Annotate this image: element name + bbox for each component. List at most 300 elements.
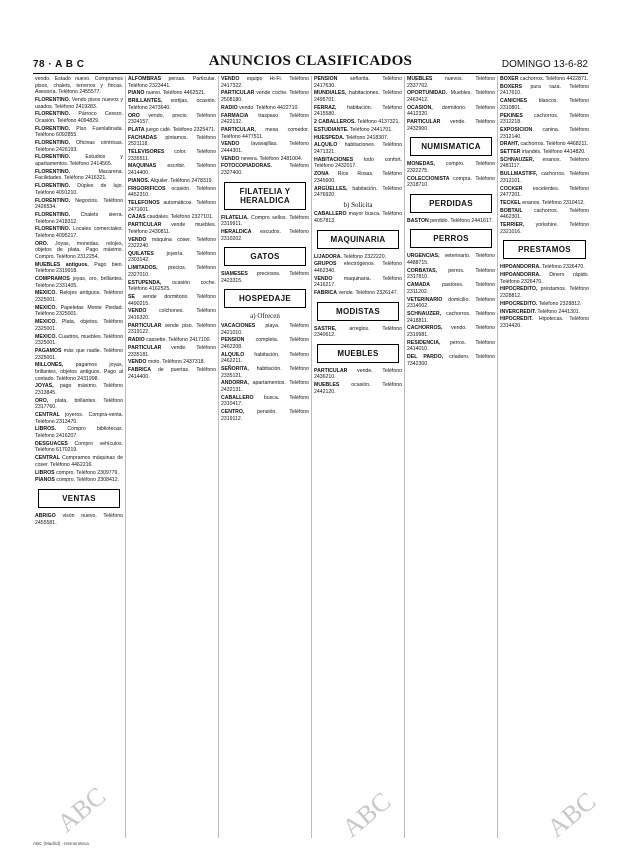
ad-text: veterinario. Teléfono 4488715. [407, 253, 495, 267]
ad-keyword: BOBTAIL [500, 207, 523, 214]
ad-text: playa. Teléfono 2421010. [221, 322, 309, 336]
ad-text: ocasión. Teléfono 2442120. [314, 382, 402, 395]
ad-text: cachorros. Teléfono 2418811. [407, 310, 495, 324]
ad-keyword: CORBATAS, [407, 267, 438, 274]
ad-text: compro. Teléfono 2322275. [407, 161, 495, 174]
section-title: ANUNCIOS CLASIFICADOS [208, 53, 413, 69]
ad-keyword: FLORENTINO. [35, 96, 71, 103]
ad-text: blancos. Teléfono 2310801. [500, 98, 589, 111]
ad-text: Dúplex de lujo. Teléfono 4091210. [35, 183, 123, 196]
classified-ad [407, 218, 495, 225]
ad-text: habitación. Teléfono 2335121. [221, 366, 309, 379]
classified-ad [221, 76, 309, 89]
classified-ad [35, 154, 123, 167]
ad-text: mesa comedor. Teléfono 4477511. [221, 126, 309, 140]
classified-ad [35, 477, 123, 484]
ad-text: precios. Teléfono 2327010. [128, 265, 216, 278]
ad-text: vende dormitorio. Teléfono 4490215. [128, 294, 216, 307]
classified-ad [500, 141, 589, 148]
classified-ad [35, 198, 123, 211]
ad-text: vende. Teléfono 2326147. [338, 290, 399, 297]
ad-keyword: VETERINARIO [407, 296, 443, 303]
ad-text: Dinero rápido. Teléfono 2326470. [500, 272, 589, 285]
ad-text: apartamentos. Teléfono 2432131. [221, 380, 309, 394]
ad-text: vendo. Teléfono 4422710. [239, 104, 299, 111]
classified-ad [500, 301, 589, 308]
classified-ad [314, 142, 402, 155]
ad-text: habitaciones. Teléfono 2471321. [314, 142, 402, 156]
ad-keyword: HUESPEDA. [314, 134, 345, 141]
classified-ad [128, 127, 216, 134]
ad-keyword: LIBROS. [35, 426, 57, 433]
classified-ad [314, 326, 402, 339]
ad-text: Muebles. Teléfono 2463412. [407, 90, 495, 103]
classified-ad [128, 178, 216, 185]
ad-text: arreglos. Teléfono 2340612. [314, 325, 402, 339]
ad-text: vende muebles. Teléfono 2430811. [128, 222, 216, 235]
classified-ad [35, 126, 123, 139]
classified-ad [128, 186, 216, 199]
ad-text: Negocios. Teléfono 2426534. [35, 197, 123, 211]
ad-text: automáticos. Teléfono 2471601. [128, 199, 216, 213]
ad-text: mayor busca. Teléfono 4057813. [314, 211, 402, 224]
ad-keyword: PARTICULAR [221, 90, 255, 97]
ad-text: Cuadros, muebles. Teléfono 2325001. [35, 333, 123, 347]
ad-text: Compro bibliotecas. Teléfono 2416207. [35, 426, 123, 439]
ad-text: color. Teléfono 2335511. [128, 149, 216, 162]
classified-ad [314, 290, 402, 297]
column-6 [498, 76, 591, 838]
classified-ad [407, 119, 495, 132]
classified-ad [35, 383, 123, 396]
classified-ad [221, 395, 309, 408]
classified-ad [128, 359, 216, 366]
classified-ad [128, 90, 216, 97]
ad-keyword: MEXICO. [35, 333, 57, 340]
classified-ad [221, 156, 309, 163]
ad-keyword: COMPRAMOS [35, 276, 70, 283]
classified-ad [128, 345, 216, 358]
ad-keyword: ZONA [314, 171, 329, 178]
ad-text: cachorros. Teléfono 2312101. [500, 171, 589, 184]
ad-keyword: RESIDENCIA, [407, 339, 441, 346]
ad-keyword: TERRIER, [500, 222, 525, 229]
ad-text: vendo. Teléfono 2319981. [407, 325, 495, 338]
ad-keyword: ALFOMBRAS [128, 76, 162, 82]
ad-text: compro. Teléfono 2308412. [56, 477, 120, 484]
classified-ad [314, 171, 402, 184]
ad-text: Locales comerciales. Teléfono 4095217. [35, 226, 123, 239]
ad-keyword: CACHORROS, [407, 325, 443, 332]
ad-text: cassette. Teléfono 2417100. [146, 337, 211, 344]
classified-ad [128, 98, 216, 111]
classified-ad [128, 323, 216, 336]
ad-text: Hipotecas. Teléfono 2314420. [500, 316, 589, 329]
classified-ad [407, 105, 495, 118]
ad-keyword: VENDO [221, 141, 240, 148]
column-2 [126, 76, 219, 838]
watermark-right: ABC [541, 786, 602, 843]
classified-ad [35, 111, 123, 124]
ad-keyword: PLATA [128, 126, 145, 133]
ad-keyword: CABALLERO [221, 394, 254, 401]
ad-keyword: CAJAS [128, 214, 146, 221]
ad-keyword: COLECCIONISTA [407, 175, 450, 182]
ad-keyword: HERALDICA [221, 229, 252, 235]
ad-text: persas. Particular. Teléfono 2323441. [128, 76, 216, 89]
ad-keyword: ESTUPENDA, [128, 279, 162, 286]
classified-ad [128, 251, 216, 264]
ad-text: caudales. Teléfono 2327101. [147, 214, 214, 221]
classified-ad [35, 441, 123, 454]
ad-text: Teléfono 2418307. [345, 134, 389, 141]
ad-text: nuevos. Teléfono 2337702. [407, 76, 495, 89]
classified-ad [407, 297, 495, 310]
ad-keyword: SE [128, 294, 135, 300]
section-heading-box: MAQUINARIA [317, 230, 399, 249]
section-heading-box: PRESTAMOS [503, 240, 586, 259]
subsection-heading: a) Ofrecen [250, 312, 280, 321]
ad-text: busca. Teléfono 2310417. [221, 394, 309, 408]
classified-ad [314, 211, 402, 224]
ad-text: Alquiler. Teléfono 2478319. [150, 177, 213, 184]
ad-text: Joyas, monedas, relojes, objetos de plata. Pago máximo. Compro. Teléfono 2312254. [35, 240, 123, 260]
ad-keyword: FLORENTINO. [35, 226, 71, 233]
classified-ad [128, 214, 216, 221]
classified-ad [35, 290, 123, 303]
ad-keyword: MAQUINAS [128, 163, 157, 170]
classified-ad [500, 272, 589, 285]
classified-ad [407, 268, 495, 281]
ad-text: colchones. Teléfono 2416320. [128, 308, 216, 321]
ad-keyword: FABRICA [128, 367, 152, 374]
ad-keyword: ESTUDIANTE. [314, 126, 349, 133]
classified-ad [128, 113, 216, 126]
ad-keyword: EXPOSICION [500, 126, 533, 133]
ad-keyword: FLORENTINO. [35, 183, 71, 190]
classified-ad [314, 382, 402, 395]
ad-keyword: PARTICULAR [128, 344, 162, 351]
classified-ad [314, 105, 402, 118]
page-header [33, 53, 588, 74]
ad-keyword: JOYAS, [35, 383, 54, 390]
ad-keyword: PIANOS. [128, 177, 150, 184]
ad-keyword: HIPOCREDIT. [500, 316, 533, 323]
ad-text: más que nadie. Teléfono 2325001. [35, 347, 123, 361]
ad-text: plata, brillantes. Teléfono 2317760. [35, 397, 123, 411]
ad-text: cachorros. Teléfono 4462301. [500, 207, 589, 221]
classified-ad [35, 169, 123, 182]
classified-ad [500, 149, 589, 156]
ad-keyword: BOXERS [500, 83, 522, 90]
ad-text: pago máximo. Teléfono 2313845. [35, 383, 123, 396]
ad-text: Papeletas Monte Piedad. Teléfono 2325001. [35, 304, 123, 318]
section-heading-box: PERDIDAS [410, 194, 492, 213]
ad-text: vende. Teléfono 2432900. [407, 119, 495, 132]
classified-ad [500, 127, 589, 140]
classified-ad [221, 271, 309, 284]
ad-text: Piso Fuenlabrada. Teléfono 6092855. [35, 125, 123, 139]
section-heading-box: NUMISMATICA [410, 137, 492, 156]
section-heading-box: VENTAS [38, 489, 120, 508]
ad-text: cachorros. Teléfono 2312218. [500, 112, 589, 126]
ad-keyword: FABRICA [314, 290, 338, 297]
ad-text: Compramos máquinas de coser. Teléfono 4462216. [35, 455, 123, 468]
classified-ad [314, 368, 402, 381]
classified-ad [128, 367, 216, 380]
classified-ad [35, 183, 123, 196]
ad-keyword: PENSION [314, 76, 338, 82]
classified-ad [35, 319, 123, 332]
classified-ad [221, 366, 309, 379]
ad-keyword: ALQUILO [314, 142, 338, 149]
ad-keyword: OPORTUNIDAD. [407, 90, 448, 97]
ad-text: vendo. Estado nuevo. Compramos pisos, chalets, terrenos y fincas. Asesoría. Teléfono 2455577. [35, 76, 123, 96]
ad-keyword: BRILLANTES, [128, 98, 163, 105]
ad-text: compro. Teléfono 2309779. [56, 469, 119, 476]
ad-text: Macarena. Facilidades. Teléfono 2416321. [35, 168, 123, 182]
ad-keyword: PENSION [221, 337, 245, 344]
ad-text: Teléfono 2441701. [349, 126, 393, 133]
ad-keyword: VENDO [128, 308, 147, 315]
ad-keyword: CANICHES [500, 98, 528, 105]
ad-keyword: PARTICULAR, [221, 126, 256, 133]
classified-ad [128, 222, 216, 235]
classified-ad [314, 90, 402, 103]
ad-text: Teléfono 2328812. [538, 300, 582, 307]
ad-keyword: LIBROS [35, 469, 55, 476]
ad-keyword: FLORENTINO. [35, 197, 71, 204]
ad-text: Estudios y apartamentos. Teléfono 2414565. [35, 154, 123, 168]
ad-keyword: PARTICULAR [407, 119, 441, 126]
classified-ad [35, 362, 123, 382]
classified-ad [500, 286, 589, 299]
ad-keyword: INVERCREDIT. [500, 308, 537, 315]
classified-ad [314, 276, 402, 289]
classified-ad [221, 380, 309, 393]
ad-text: Chalets sierra. Teléfono 2418312. [35, 211, 123, 225]
ad-text: vende. Teléfono 2335181. [128, 344, 216, 358]
classified-ad [35, 140, 123, 153]
column-5 [405, 76, 498, 838]
classified-ad [314, 119, 402, 126]
ad-text: pura raza. Teléfono 2417610. [500, 83, 589, 97]
classified-ad [128, 237, 216, 250]
ad-keyword: BASTON [407, 217, 429, 224]
ad-keyword: QUILATES [128, 250, 154, 257]
classified-ad [500, 76, 589, 83]
classified-ad [128, 265, 216, 278]
section-heading-box: PERROS [410, 229, 492, 248]
classified-ad [35, 262, 123, 275]
ad-text: domicilio. Teléfono 2314002. [407, 296, 495, 310]
classified-ad [221, 163, 309, 176]
ad-text: habitaciones. Teléfono 2495701. [314, 90, 402, 103]
classified-ad [35, 97, 123, 110]
ad-text: señorita. Teléfono 2417630. [314, 76, 402, 89]
page-number: 78 · A B C [33, 59, 85, 70]
ad-text: vende piso. Teléfono 2319122. [128, 322, 216, 336]
ad-text: de puertas. Teléfono 2414400. [128, 367, 216, 380]
ad-text: canina. Teléfono 2312140. [500, 126, 589, 140]
ad-text: Teléfono 2322220. [343, 253, 387, 260]
ad-text: Plata, objetos. Teléfono 2325001. [35, 319, 123, 332]
ad-text: pastores. Teléfono 2311202. [407, 282, 495, 295]
ad-text: cachorros. Teléfono 4422871. [519, 76, 589, 82]
classified-ad [128, 308, 216, 321]
ad-text: enanos. Teléfono 2481117. [500, 156, 589, 170]
classified-ad [35, 412, 123, 425]
classified-ad [314, 254, 402, 261]
ad-keyword: FILATELIA. [221, 214, 249, 221]
ad-text: cachorros. Teléfono 4468211. [520, 141, 589, 148]
ad-keyword: FARMACIA [221, 112, 249, 119]
classified-ad [500, 222, 589, 235]
classified-ad [407, 90, 495, 103]
ad-text: préstamos. Teléfono 2328812. [500, 286, 589, 300]
classified-ad [221, 323, 309, 336]
ad-keyword: PIANOS [35, 477, 55, 484]
classified-ad [128, 280, 216, 293]
ad-text: Pago bien. Teléfono 2319918. [35, 261, 123, 275]
ad-text: Teléfono 2441301. [537, 308, 581, 315]
ad-keyword: ABRIGO [35, 512, 56, 519]
ad-text: vende. Teléfono 2436210. [314, 367, 402, 381]
ad-keyword: PIANO [128, 90, 145, 97]
ad-keyword: FACHADAS [128, 134, 157, 141]
classified-ad [35, 334, 123, 347]
ad-keyword: TECKEL [500, 199, 521, 206]
ad-text: perros. Teléfono 2317810. [407, 267, 495, 281]
ad-text: escribir. Teléfono 2414400. [128, 163, 216, 177]
ad-keyword: HABITACIONES [314, 156, 354, 163]
ad-keyword: VENDO [221, 155, 240, 162]
classified-ad [500, 200, 589, 207]
classified-ad [407, 325, 495, 338]
column-4 [312, 76, 405, 838]
ad-keyword: CENTRO, [221, 409, 245, 416]
classified-ad [500, 157, 589, 170]
classified-ad [500, 309, 589, 316]
ad-text: Compro sellos. Teléfono 2319911. [221, 214, 309, 228]
classified-ad [407, 282, 495, 295]
classified-ad [500, 84, 589, 97]
ad-keyword: ANDORRA, [221, 380, 249, 387]
classified-ad [35, 212, 123, 225]
ad-keyword: MEXICO. [35, 290, 57, 297]
section-heading-box: FILATELIA Y HERALDICA [224, 182, 306, 210]
ad-keyword: ORO. [35, 240, 49, 247]
classified-ad [407, 354, 495, 367]
ad-text: Oficinas céntricas. Teléfono 2426193. [35, 140, 123, 153]
ad-keyword: FLORENTINO. [35, 211, 71, 218]
ad-keyword: MUEBLES antiguos. [35, 261, 89, 268]
section-heading-box: HOSPEDAJE [224, 289, 306, 308]
classified-ad [35, 470, 123, 477]
classified-ad [500, 316, 589, 329]
ad-keyword: ORO, [35, 397, 49, 404]
ad-text: joyeros. Compra-venta. Teléfono 2313470. [35, 412, 123, 425]
ad-keyword: MEXICO. [35, 304, 57, 311]
classified-ad [221, 215, 309, 228]
ad-text: vende coche. Teléfono 2508180. [221, 90, 309, 103]
ad-keyword: MUEBLES [407, 76, 433, 82]
classified-ad [407, 311, 495, 324]
classified-ad [221, 127, 309, 140]
classified-ad [221, 90, 309, 103]
ad-keyword: HIPOCREDITO. [500, 300, 538, 307]
ad-text: pagamos joyas, brillantes, objetos antiguos. Pago al contado. Teléfono 2431998. [35, 362, 123, 382]
ad-text: máquina coser. Teléfono 2322240. [128, 236, 216, 250]
ad-text: Compro vehículos. Teléfono 6170219. [35, 440, 123, 454]
ad-text: todo confort. Teléfono 2432017. [314, 156, 402, 170]
classified-ad [35, 513, 123, 526]
ad-text: Vendo pisos nuevos y usados. Teléfono 2419283. [35, 96, 123, 110]
ad-text: sortijas, ocasión. Teléfono 2473640. [128, 98, 216, 111]
watermark-mid: ABC [336, 786, 397, 843]
ad-text: pensión. Teléfono 2319112. [221, 409, 309, 422]
classified-ad [221, 352, 309, 365]
ad-keyword: TELEVISORES [128, 149, 165, 156]
ad-keyword: SCHNAUZER, [407, 310, 442, 317]
ad-keyword: CABALLERO [314, 211, 347, 218]
classified-ad [128, 200, 216, 213]
classified-ad [314, 127, 402, 134]
ad-keyword: SIAMESES [221, 271, 248, 278]
classified-ad [221, 141, 309, 154]
classified-ad [407, 253, 495, 266]
classified-ad [407, 161, 495, 174]
ad-keyword: VENDO [314, 275, 333, 282]
ad-keyword: VENDO [221, 76, 240, 82]
classified-ad [500, 208, 589, 221]
ad-keyword: PEKINES [500, 112, 523, 119]
ad-text: Teléfono 2326470. [542, 264, 585, 271]
ad-text: Ríos Rosas. Teléfono 2345600. [314, 171, 402, 184]
ad-keyword: FOTOCOPIADORAS. [221, 163, 272, 170]
ad-text: ocasión coche. Teléfono 4162525. [128, 279, 216, 293]
classified-ad [35, 398, 123, 411]
classified-ad [500, 171, 589, 184]
classified-ad [128, 149, 216, 162]
classified-ad [35, 241, 123, 261]
ad-keyword: URGENCIAS, [407, 253, 440, 260]
ad-text: equipo Hi-Fi. Teléfono 2417322. [221, 76, 309, 89]
ad-keyword: MEXICO. [35, 319, 57, 326]
ad-keyword: DRAHT, [500, 141, 520, 148]
ad-text: irlandés. Teléfono 4414820. [521, 149, 586, 156]
ad-text: criadero. Teléfono 7342300. [407, 354, 495, 367]
ad-keyword: FLORENTINO. [35, 111, 71, 118]
classified-ad [500, 98, 589, 111]
ad-text: habitación. Teléfono 2415580. [314, 104, 402, 118]
ad-text: dormitorio. Teléfono 4412320. [407, 104, 495, 118]
ad-keyword: VENDO [128, 359, 147, 366]
ad-text: joyería. Teléfono 2303142. [128, 250, 216, 264]
ad-text: habitación. Teléfono 2462211. [221, 351, 309, 365]
ad-keyword: MUNDIALES, [314, 90, 347, 97]
classified-ad [128, 294, 216, 307]
ad-keyword: FLORENTINO. [35, 125, 71, 132]
ad-keyword: RADIO [221, 104, 238, 111]
classified-ad [221, 105, 309, 112]
ad-keyword: OCASION, [407, 104, 433, 111]
ad-text: completa. Teléfono 2462208. [221, 337, 309, 350]
classified-ad [35, 226, 123, 239]
classified-ad [221, 337, 309, 350]
ad-keyword: CENTRAL [35, 455, 60, 462]
watermark-left: ABC [51, 781, 112, 838]
